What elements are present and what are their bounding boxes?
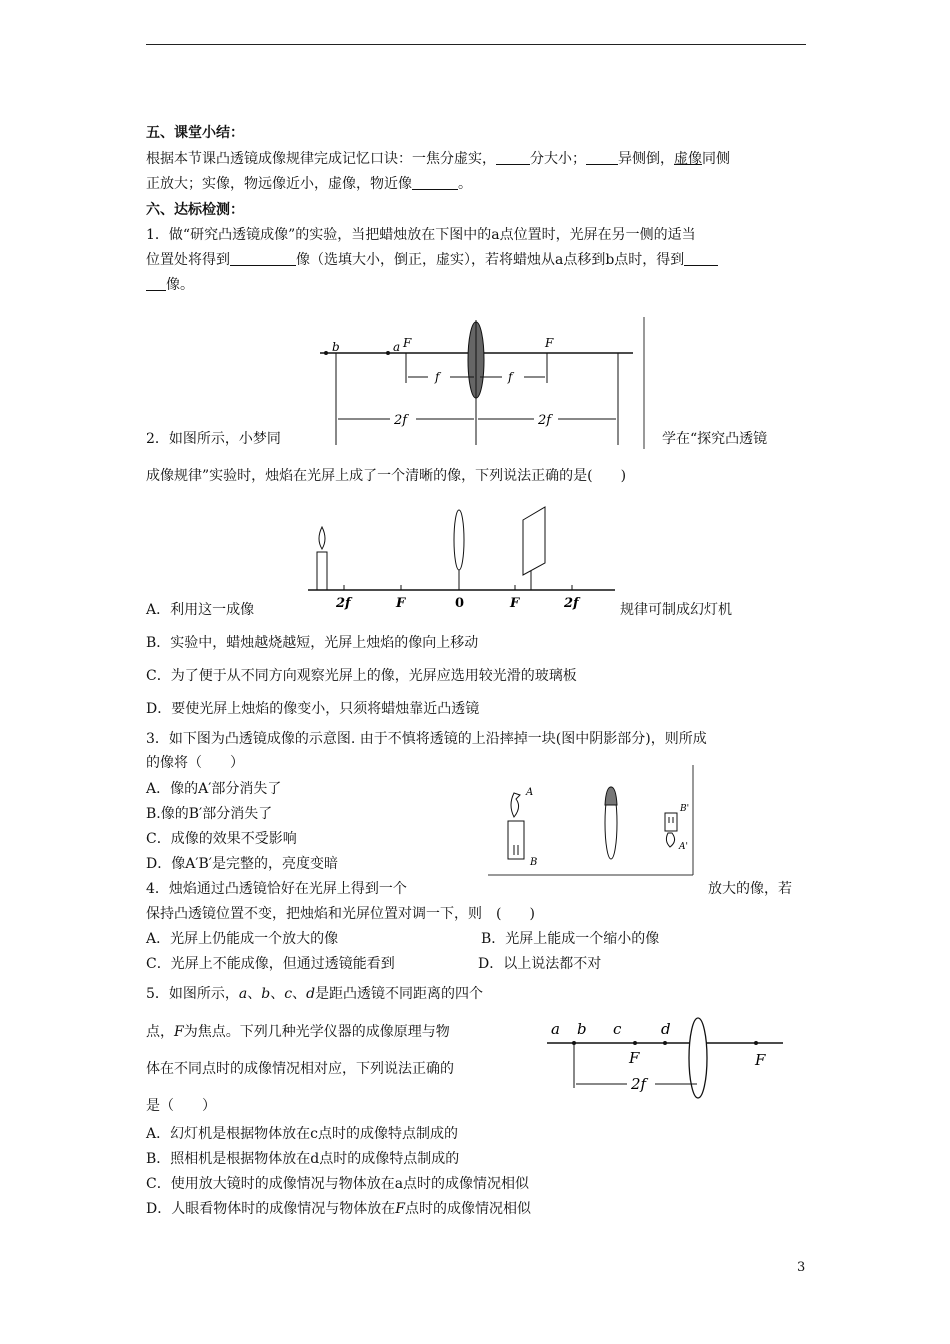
blank[interactable] (230, 251, 296, 266)
label-2f-left: 2f (394, 413, 408, 428)
label-B: B (530, 857, 538, 868)
q2-optionD: D．要使光屏上烛焰的像变小，只须将蜡烛靠近凸透镜 (146, 701, 480, 717)
tick-F-right: F (510, 596, 520, 611)
q5-line2: 点，F为焦点。下列几种光学仪器的成像原理与物 (146, 1024, 450, 1040)
header-rule (146, 44, 806, 45)
page-number: 3 (797, 1260, 806, 1275)
q4-optionA: A．光屏上仍能成一个放大的像 (146, 931, 339, 947)
broken-lens-part (605, 787, 617, 805)
q3-figure (488, 765, 698, 877)
q3-optionB: B.像的B′部分消失了 (146, 806, 273, 822)
q5-optionC: C．使用放大镜时的成像情况与物体放在a点时的成像情况相似 (146, 1176, 530, 1192)
inverted-flame-icon (666, 833, 674, 847)
blank[interactable] (586, 150, 618, 165)
label-a: a (393, 340, 401, 354)
q1-line2: 位置处将得到 像（选填大小，倒正，虚实），若将蜡烛从a点移到b点时，得到 (146, 251, 718, 269)
q4-line1a: 4．烛焰通过凸透镜恰好在光屏上得到一个 (146, 881, 407, 897)
convex-lens (454, 510, 464, 570)
q2-line2: 成像规律”实验时，烛焰在光屏上成了一个清晰的像，下列说法正确的是( ) (146, 468, 627, 484)
image-A'B' (665, 813, 677, 831)
q4-line1b: 放大的像，若 (708, 881, 792, 897)
q5-line1: 5．如图所示，a、b、c、d是距凸透镜不同距离的四个 (146, 986, 484, 1002)
q1-line1: 1．做“研究凸透镜成像”的实验，当把蜡烛放在下图中的a点位置时，光屏在另一侧的适当 (146, 227, 696, 243)
q2-line1a: 2．如图所示，小梦同 (146, 431, 281, 447)
focal-point-right: F (755, 1051, 766, 1069)
section5-line1: 根据本节课凸透镜成像规律完成记忆口诀：一焦分虚实， 分大小； 异侧倒，虚像同侧 (146, 151, 730, 167)
candle (317, 552, 327, 590)
label-2f-right: 2f (538, 413, 552, 428)
q5-optionD: D．人眼看物体时的成像情况与物体放在F点时的成像情况相似 (146, 1201, 531, 1217)
q2-figure (300, 505, 620, 615)
q3-optionC: C．成像的效果不受影响 (146, 831, 297, 847)
point-d: d (661, 1020, 671, 1038)
label-A: A (526, 787, 534, 798)
point-c: c (613, 1020, 622, 1038)
q3-optionD: D．像A′B′是完整的，亮度变暗 (146, 856, 338, 872)
q3-line1: 3．如下图为凸透镜成像的示意图. 由于不慎将透镜的上沿摔掉一块(图中阴影部分)，则所成 (146, 731, 707, 747)
label-A-prime: A' (679, 842, 688, 852)
point-a: a (551, 1020, 560, 1038)
label-F-left: F (403, 336, 412, 350)
q5-line3: 体在不同点时的成像情况相对应，下列说法正确的 (146, 1061, 454, 1077)
q3-optionA: A．像的A′部分消失了 (146, 781, 282, 797)
blank[interactable] (146, 276, 166, 291)
q1-line3: 像。 (146, 276, 194, 294)
q5-optionA: A．幻灯机是根据物体放在c点时的成像特点制成的 (146, 1126, 458, 1142)
q5-line4: 是（ ） (146, 1098, 216, 1114)
label-b: b (332, 340, 340, 354)
section5-heading: 五、课堂小结： (146, 125, 244, 141)
candle-flame-icon (319, 527, 325, 549)
label-F-right: F (545, 336, 554, 350)
convex-lens (689, 1018, 707, 1098)
label-2f: 2f (631, 1075, 647, 1093)
point-b: b (577, 1020, 587, 1038)
light-screen (523, 507, 545, 575)
q5-figure (545, 1008, 785, 1118)
q5-optionB: B．照相机是根据物体放在d点时的成像特点制成的 (146, 1151, 460, 1167)
tick-F-left: F (396, 596, 406, 611)
tick-2f-left: 2f (336, 596, 351, 611)
blank[interactable] (684, 251, 718, 266)
label-f-left: f (435, 370, 440, 384)
candle (508, 821, 524, 859)
q4-line2: 保持凸透镜位置不变，把烛焰和光屏位置对调一下，则 ( ) (146, 906, 535, 922)
tick-2f-right: 2f (564, 596, 579, 611)
q2-optionA-b: 规律可制成幻灯机 (620, 602, 732, 618)
label-f-right: f (508, 370, 513, 384)
blank[interactable] (496, 150, 530, 165)
q2-optionB: B．实验中，蜡烛越烧越短，光屏上烛焰的像向上移动 (146, 635, 479, 651)
label-B-prime: B' (680, 804, 690, 814)
q2-optionA-a: A．利用这一成像 (146, 602, 255, 618)
q4-optionB: B．光屏上能成一个缩小的像 (481, 931, 660, 947)
q3-line2: 的像将（ ） (146, 755, 244, 771)
candle-flame-icon (511, 793, 520, 817)
tick-0: 0 (455, 596, 465, 611)
blank[interactable] (412, 175, 458, 190)
section6-heading: 六、达标检测： (146, 202, 244, 218)
q2-line1b: 学在“探究凸透镜 (662, 431, 768, 447)
focal-point-left: F (629, 1049, 640, 1067)
q1-figure (300, 315, 660, 450)
q2-optionC: C．为了便于从不同方向观察光屏上的像，光屏应选用较光滑的玻璃板 (146, 668, 577, 684)
section5-line2: 正放大；实像，物远像近小，虚像，物近像 。 (146, 176, 472, 192)
q4-optionD: D．以上说法都不对 (478, 956, 602, 972)
q4-optionC: C．光屏上不能成像，但通过透镜能看到 (146, 956, 395, 972)
